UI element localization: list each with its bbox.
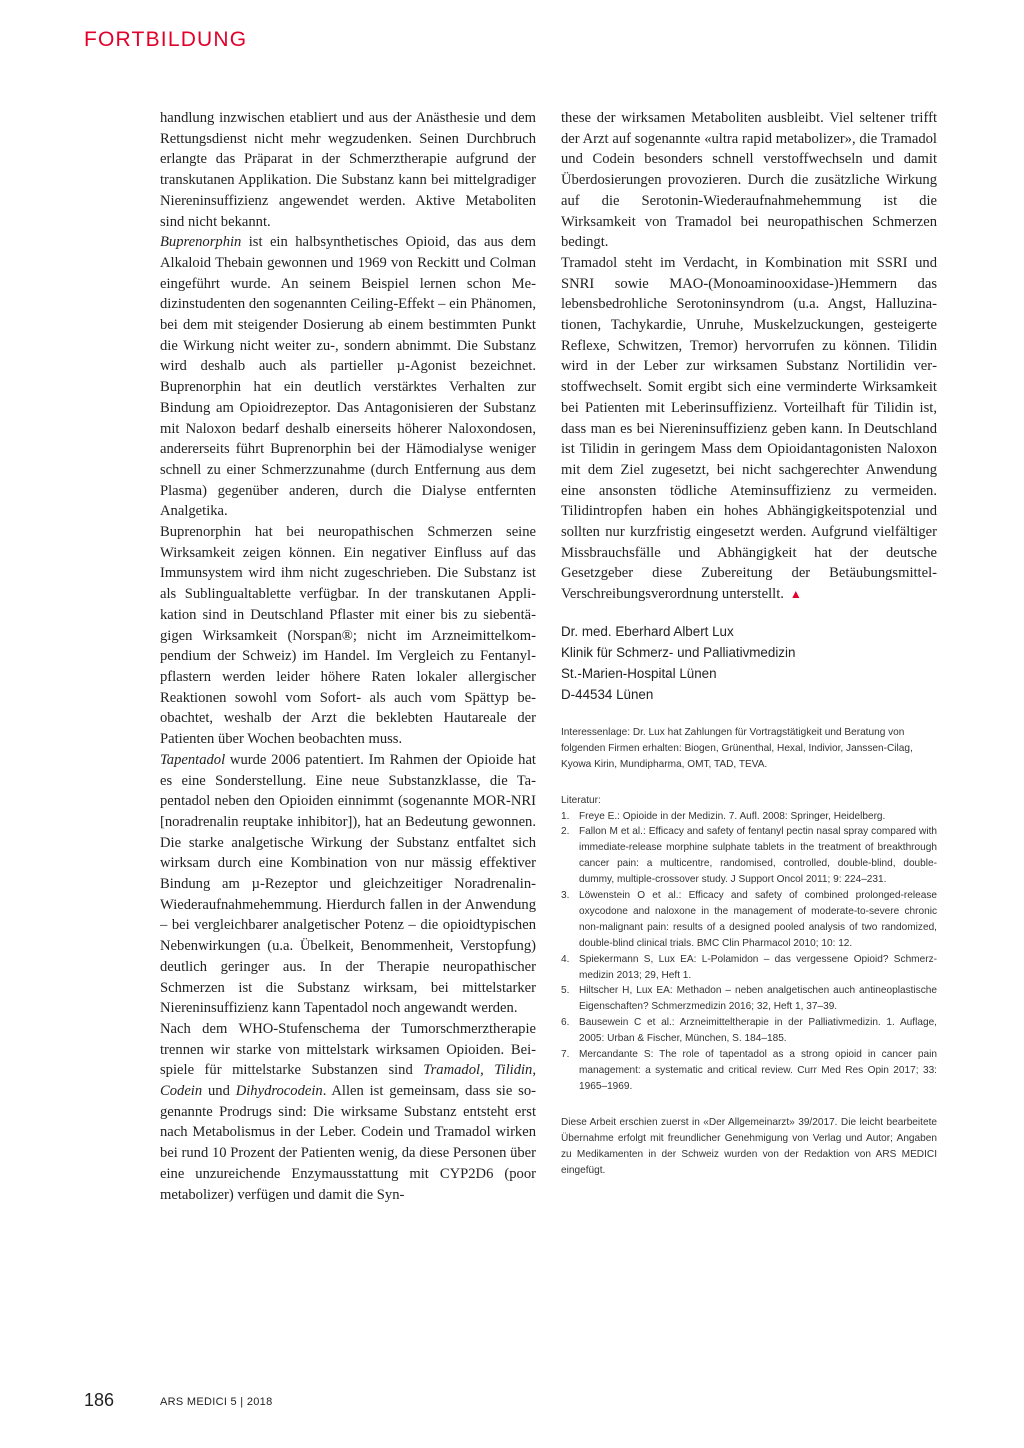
reference-item bbox=[561, 952, 937, 984]
right-paragraph bbox=[561, 108, 937, 253]
author-address bbox=[561, 621, 937, 705]
reference-item bbox=[561, 888, 937, 952]
reference-text: Bausewein C et al.: Arzneimitteltherapie in der Palliativmedizin. 1. Auflage, 2005: Urban & Fischer, München, S. 184–185. bbox=[579, 1017, 937, 1045]
journal-issue: ARS MEDICI 5 | 2018 bbox=[160, 1396, 273, 1408]
left-paragraph bbox=[160, 108, 536, 232]
reference-text: Fallon M et al.: Efficacy and safety of fentanyl pectin nasal spray compared with immediate-release morphine sulphate tablets in the treatment of breakthrough cancer pain: a multicentre, randomised, controlled, double-blind, double-dummy, multiple-crossover study. J Support Oncol 2011; 9: 224–231. bbox=[579, 826, 937, 886]
italic-term: Buprenorphin bbox=[160, 234, 242, 251]
text-run: wurde 2006 patentiert. Im Rahmen der Opioide hat es eine Sonderstellung. Eine neue Substanzklasse, die Tapentadol neben den Opioiden einnimmt (sogenannte MOR-NRI [noradrenalin reuptake inhibitor]), hat an Bedeutung gewonnen. Die starke analgetische Wirkung der Substanz entfaltet sich wirksam durch eine Kombination von nur mässig effektiver Bindung am µ-Rezeptor und gleichzeitiger Noradrenalin-Wiederaufnahmehemmung. Hierdurch fallen in der Anwendung – bei vergleichbarer analgetischer Potenz – die opioidtypischen Nebenwirkungen (u.a. Übelkeit, Benommenheit, Verstopfung) deutlich geringer aus. In der Therapie neuropathischer Schmerzen ist die Substanz wirksam, bei mittelstarker Niereninsuffizienz kann Tapentadol noch angewandt werden. bbox=[160, 751, 536, 1017]
author-clinic: Klinik für Schmerz- und Palliativmedizin bbox=[561, 644, 796, 660]
author-city: D-44534 Lünen bbox=[561, 686, 654, 702]
right-column bbox=[561, 108, 937, 1228]
reference-number: 3. bbox=[561, 890, 570, 902]
reference-text: Hiltscher H, Lux EA: Methadon – neben analgetischen auch antineoplastische Eigenschaften? Schmerzmedizin 2016; 32, Heft 1, 37–39. bbox=[579, 985, 937, 1013]
left-paragraph bbox=[160, 232, 536, 522]
author-name: Dr. med. Eberhard Albert Lux bbox=[561, 623, 734, 639]
source-note: Diese Arbeit erschien zuerst in «Der Allgemeinarzt» 39/2017. Die leicht bearbeitete Übernahme erfolgt mit freundlicher Genehmigung von Verlag und Autor; Angaben zu Medikamenten in der Schweiz wurden von der Redaktion von ARS MEDICI eingefügt. bbox=[561, 1116, 937, 1176]
article-end-triangle-icon: ▲ bbox=[789, 587, 802, 602]
right-paragraph bbox=[561, 253, 937, 605]
right-body-text bbox=[561, 108, 937, 605]
page-number: 186 bbox=[84, 1390, 115, 1410]
left-paragraph bbox=[160, 750, 536, 1019]
reference-number: 7. bbox=[561, 1049, 570, 1061]
reference-number: 5. bbox=[561, 985, 570, 997]
reference-item bbox=[561, 809, 937, 825]
reference-number: 2. bbox=[561, 826, 570, 838]
reference-number: 6. bbox=[561, 1017, 570, 1029]
left-paragraph bbox=[160, 522, 536, 750]
reference-text: Freye E.: Opioide in der Medizin. 7. Aufl. 2008: Springer, Heidelberg. bbox=[579, 810, 886, 822]
reference-text: Mercandante S: The role of tapentadol as a strong opioid in cancer pain management: a systematic and critical review. Curr Med Res Opin 2017; 33: 1965–1969. bbox=[579, 1049, 937, 1092]
text-run: ist ein halbsynthetisches Opioid, das aus dem Alkaloid Thebain gewonnen und 1969 von Reckitt und Colman eingeführt wurde. An seinem Beispiel lernen schon Medizinstudenten den sogenannten Ceiling-Effekt – ein Phänomen, bei dem mit steigender Dosierung ab einem bestimmten Punkt die Wirkung nicht weiter zu-, sondern abnimmt. Die Substanz wird deshalb auch als partieller µ-Agonist bezeichnet. Buprenorphin hat ein deutlich verstärktes Verhalten zur Bindung am Opioidrezeptor. Das Antagonisieren der Substanz mit Naloxon bedarf deshalb einerseits höherer Naloxondosen, andererseits führt Buprenorphin bei der Hämodialyse weniger schnell zu einer Schmerzzunahme (durch Entfernung aus dem Plasma) gegenüber anderen, durch die Dialyse entfernten Analgetika. bbox=[160, 234, 536, 520]
literature-heading: Literatur: bbox=[561, 794, 601, 806]
reference-item bbox=[561, 824, 937, 888]
italic-term: Tramadol, Tilidin, Codein bbox=[160, 1062, 536, 1100]
conflict-of-interest-note: Interessenlage: Dr. Lux hat Zahlungen für Vortragstätigkeit und Beratung von folgenden Firmen erhalten: Biogen, Grünenthal, Hexal, Indivior, Janssen-Cilag, Kyowa Kirin, Mundipharma, OMT, TAD, TEVA. bbox=[561, 726, 913, 770]
left-paragraph bbox=[160, 1019, 536, 1205]
italic-term: Dihydrocodein bbox=[235, 1083, 323, 1100]
text-run: Buprenorphin hat bei neuropathischen Schmerzen seine Wirksamkeit zeigen können. Ein negativer Einfluss auf das Immunsystem wird ihm nicht zugeschrieben. Die Substanz ist als Sublingualtablette verfügbar. In der transkutanen Applikation sind in Deutschland Pflaster mit einer bis zu siebentägigen Wirksamkeit (Norspan®; nicht im Arzneimittelkompendium der Schweiz) im Handel. Im Vergleich zu Fentanylpflastern werden leider höhere Raten lokaler allergischer Reaktionen sowohl vom Sofort- als auch vom Spättyp beobachtet, weshalb der Arzt die beklebten Hautareale der Patienten über Wochen beobachten muss. bbox=[160, 524, 536, 748]
reference-item bbox=[561, 1047, 937, 1095]
text-run: und bbox=[202, 1083, 236, 1100]
text-run: handlung inzwischen etabliert und aus der Anästhesie und dem Rettungsdienst nicht mehr wegzudenken. Seinen Durchbruch erlangte das Präparat in der Schmerztherapie aufgrund der transkutanen Applikation. Die Substanz kann bei mittelgradiger Niereninsuffizienz angewendet werden. Aktive Metaboliten sind nicht bekannt. bbox=[160, 110, 536, 230]
left-column bbox=[160, 108, 536, 1228]
italic-term: Tapentadol bbox=[160, 751, 226, 768]
text-run: these der wirksamen Metaboliten ausbleibt. Viel seltener trifft der Arzt auf sogenannte «ultra rapid metabolizer», die Tramadol und Codein besonders schnell verstoffwechseln und damit Überdosierungen provozieren. Durch die zusätzliche Wirkung auf die Serotonin-Wiederaufnahmehemmung ist die Wirksamkeit von Tramadol bei neuropathischen Schmerzen bedingt. bbox=[561, 110, 937, 251]
text-run: Tramadol steht im Verdacht, in Kombination mit SSRI und SNRI sowie MAO-(Monoaminooxidase-)Hemmern das lebensbedrohliche Serotoninsyndrom (u.a. Angst, Halluzinationen, Tachykardie, Unruhe, Muskelzuckungen, gesteigerte Reflexe, Schwitzen, Tremor) hervorrufen zu können. Tilidin wird in der Leber zur wirksamen Substanz Nortilidin verstoffwechselt. Somit ergibt sich eine verminderte Wirksamkeit bei Patienten mit Leberinsuffizienz. Vorteilhaft für Tilidin ist, dass man es bei Niereninsuffizienz geben kann. In Deutschland ist Tilidin in geringem Mass dem Opioidantagonisten Naloxon mit dem Ziel zugesetzt, bei nicht sachgerechter Anwendung eine ansonsten tödliche Ateminsuffizienz zu vermeiden. Tilidintropfen haben ein hohes Abhängigkeitspotenzial und sollten nur kurzfristig eingesetzt werden. Aufgrund vielfältiger Missbrauchsfälle und Abhängigkeit hat der deutsche Gesetzgeber diese Zubereitung der Betäubungsmittel-Verschreibungsverordnung unterstellt. bbox=[561, 254, 937, 603]
reference-list bbox=[561, 809, 937, 1095]
reference-text: Spiekermann S, Lux EA: L-Polamidon – das vergessene Opioid? Schmerzmedizin 2013; 29, Heft 1. bbox=[579, 953, 937, 981]
text-run: . Allen ist gemeinsam, dass sie sogenannte Prodrugs sind: Die wirksame Substanz entsteht erst nach Metabolismus in der Leber. Codein und Tramadol wirken bei rund 10 Prozent der Patienten wenig, da diese Personen über eine unzureichende Enzymausstattung mit CYP2D6 (poor metabolizer) verfügen und damit die Syn- bbox=[160, 1083, 536, 1203]
author-hospital: St.-Marien-Hospital Lünen bbox=[561, 665, 717, 681]
reference-text: Löwenstein O et al.: Efficacy and safety of combined prolonged-release oxycodone and naloxone in the management of moderate-to-severe chronic non-malignant pain: results of a designed pooled analysis of two randomized, double-blind clinical trials. BMC Clin Pharmacol 2010; 10: 12. bbox=[579, 890, 937, 949]
left-body-text bbox=[160, 108, 536, 1205]
reference-number: 4. bbox=[561, 953, 570, 965]
reference-item bbox=[561, 983, 937, 1015]
text-run: Nach dem WHO-Stufenschema der Tumorschmerztherapie trennen wir starke von mittelstark wirksamen Opioiden. Beispiele für mittelstarke Substanzen sind bbox=[160, 1020, 536, 1079]
reference-item bbox=[561, 1015, 937, 1047]
reference-number: 1. bbox=[561, 810, 570, 822]
section-title: FORTBILDUNG bbox=[84, 28, 248, 51]
